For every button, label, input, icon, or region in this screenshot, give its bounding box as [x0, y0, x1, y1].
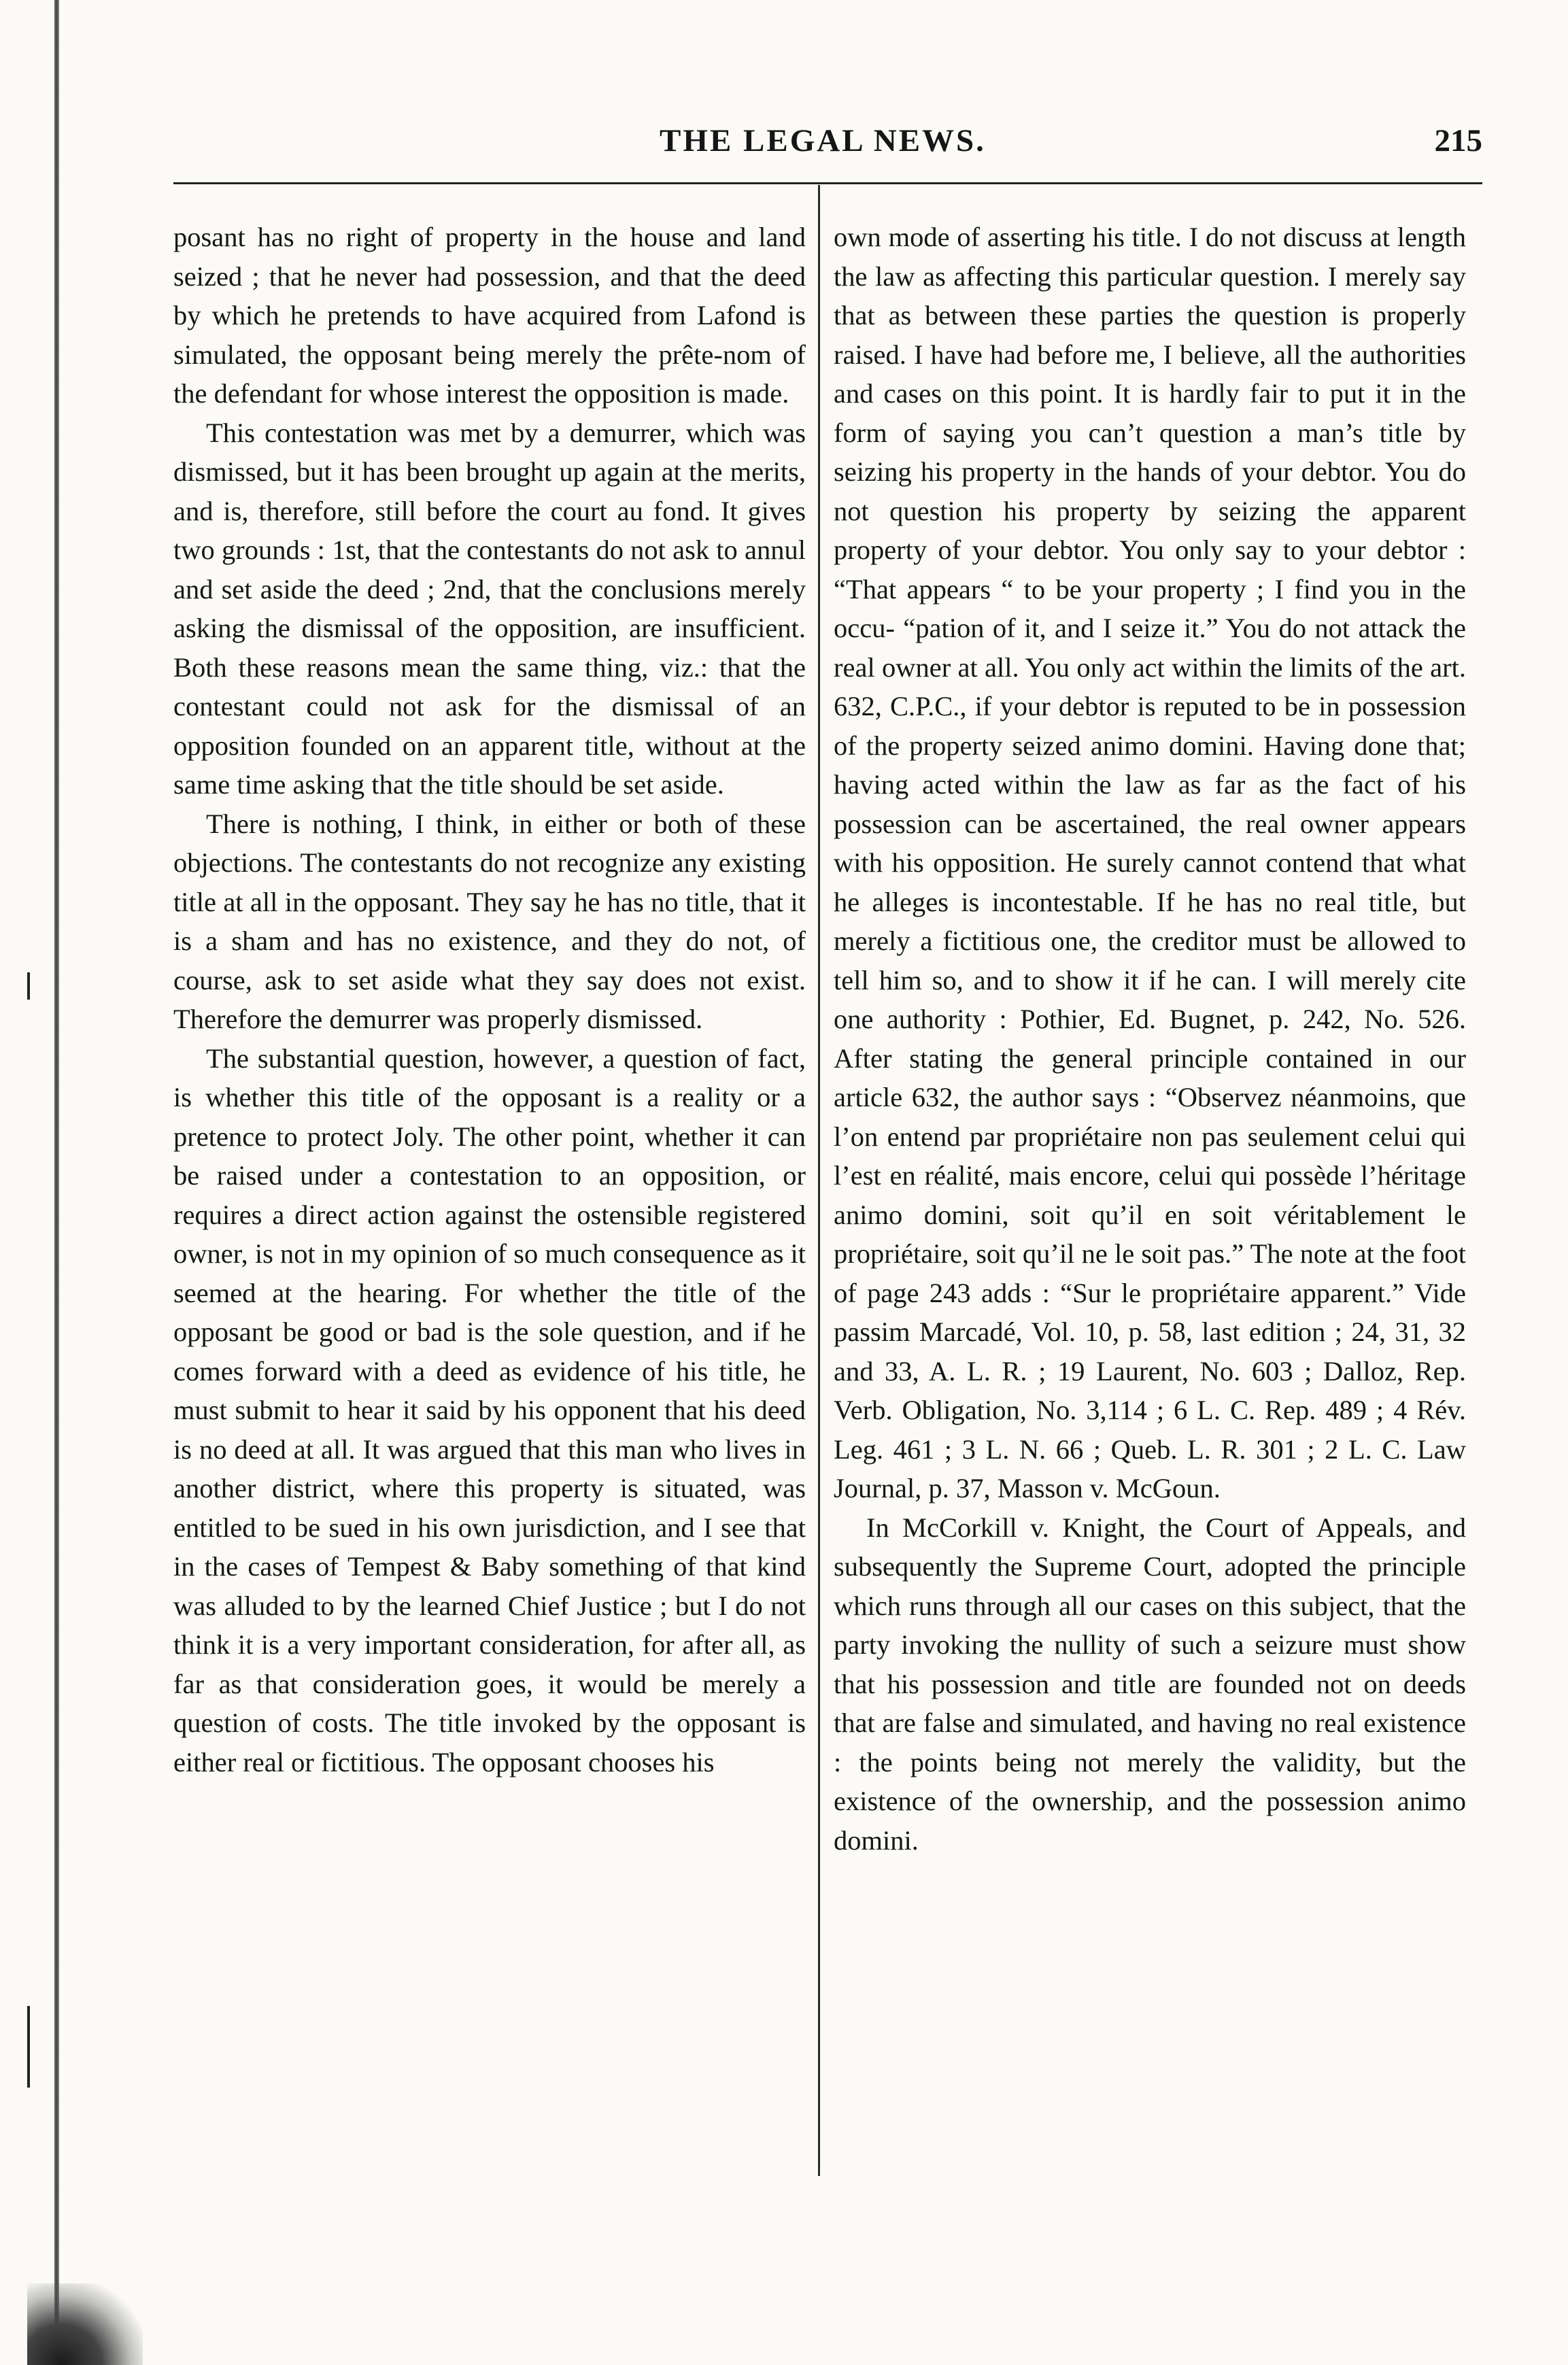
running-title: THE LEGAL NEWS.	[660, 123, 986, 158]
paragraph: own mode of asserting his title. I do not discuss at length the law as affecting this particular question. I merely say that as between these parties the question is properly raised. I have had before me, I believe, all the authorities and cases on this point. It is hardly fair to put it in the form of saying you can’t question a man’s title by seizing his property in the hands of your debtor. You do not question his property by seizing the apparent property of your debtor. You only say to your debtor : “That appears “ to be your property ; I find you in the occu- “pation of it, and I seize it.” You do not attack the real owner at all. You only act within the limits of the art. 632, C.P.C., if your debtor is reputed to be in possession of the property seized animo domini. Having done that; having acted within the law as far as the fact of his possession can be ascertained, the real owner appears with his opposition. He surely cannot contend that what he alleges is incontestable. If he has no real title, but merely a fictitious one, the creditor must be allowed to tell him so, and to show it if he can. I will merely cite one authority : Pothier, Ed. Bugnet, p. 242, No. 526. After stating the general principle contained in our article 632, the author says : “Observez néanmoins, que l’on entend par propriétaire non pas seulement celui qui l’est en réalité, mais encore, celui qui possède l’héritage animo domini, soit qu’il en soit véritablement le propriétaire, soit qu’il ne le soit pas.” The note at the foot of page 243 adds : “Sur le propriétaire apparent.” Vide passim Marcadé, Vol. 10, p. 58, last edition ; 24, 31, 32 and 33, A. L. R. ; 19 Laurent, No. 603 ; Dalloz, Rep. Verb. Obligation, No. 3,114 ; 6 L. C. Rep. 489 ; 4 Rév. Leg. 461 ; 3 L. N. 66 ; Queb. L. R. 301 ; 2 L. C. Law Journal, p. 37, Masson v. McGoun.	[834, 222, 1466, 1503]
paragraph: This contestation was met by a demurrer, which was dismissed, but it has been brought up again at the merits, and is, therefore, still before the court au fond. It gives two grounds : 1st, that the contestants do not ask to annul and set aside the deed ; 2nd, that the conclusions merely asking the dismissal of the opposition, are insufficient. Both these reasons mean the same thing, viz.: that the contestant could not ask for the dismissal of an opposition founded on an apparent title, without at the same time asking that the title should be set aside.	[173, 417, 806, 800]
page-mark	[27, 2006, 30, 2088]
page-number: 215	[1434, 123, 1482, 158]
binding-edge	[54, 0, 59, 2365]
page-header	[163, 122, 1482, 170]
right-column	[834, 218, 1466, 1860]
paragraph: In McCorkill v. Knight, the Court of Appeals, and subsequently the Supreme Court, adopted the principle which runs through all our cases on this subject, that the party invoking the nullity of such a seizure must show that his possession and title are founded not on deeds that are false and simulated, and having no real existence : the points being not merely the validity, but the existence of the ownership, and the possession animo domini.	[834, 1512, 1466, 1856]
page-mark	[27, 972, 30, 1000]
column-divider	[818, 185, 820, 2176]
corner-smudge	[27, 2283, 143, 2365]
left-column	[173, 218, 806, 1782]
paragraph: The substantial question, however, a question of fact, is whether this title of the opposant is a reality or a pretence to protect Joly. The other point, whether it can be raised under a contestation to an opposition, or requires a direct action against the ostensible registered owner, is not in my opinion of so much consequence as it seemed at the hearing. For whether the title of the opposant be good or bad is the sole question, and if he comes forward with a deed as evidence of his title, he must submit to hear it said by his opponent that his deed is no deed at all. It was argued that this man who lives in another district, where this property is situated, was entitled to be sued in his own jurisdiction, and I see that in the cases of Tempest & Baby something of that kind was alluded to by the learned Chief Justice ; but I do not think it is a very important consideration, for after all, as far as that consideration goes, it would be merely a question of costs. The title invoked by the opposant is either real or fictitious. The opposant chooses his	[173, 1042, 806, 1777]
header-rule	[173, 182, 1482, 184]
paragraph: There is nothing, I think, in either or both of these objections. The contestants do not recognize any existing title at all in the opposant. They say he has no title, that it is a sham and has no existence, and they do not, of course, ask to set aside what they say does not exist. Therefore the demurrer was properly dismissed.	[173, 808, 806, 1034]
paragraph: posant has no right of property in the house and land seized ; that he never had possession, and that the deed by which he pretends to have acquired from Lafond is simulated, the opposant being merely the prête-nom of the defendant for whose interest the opposition is made.	[173, 222, 806, 409]
